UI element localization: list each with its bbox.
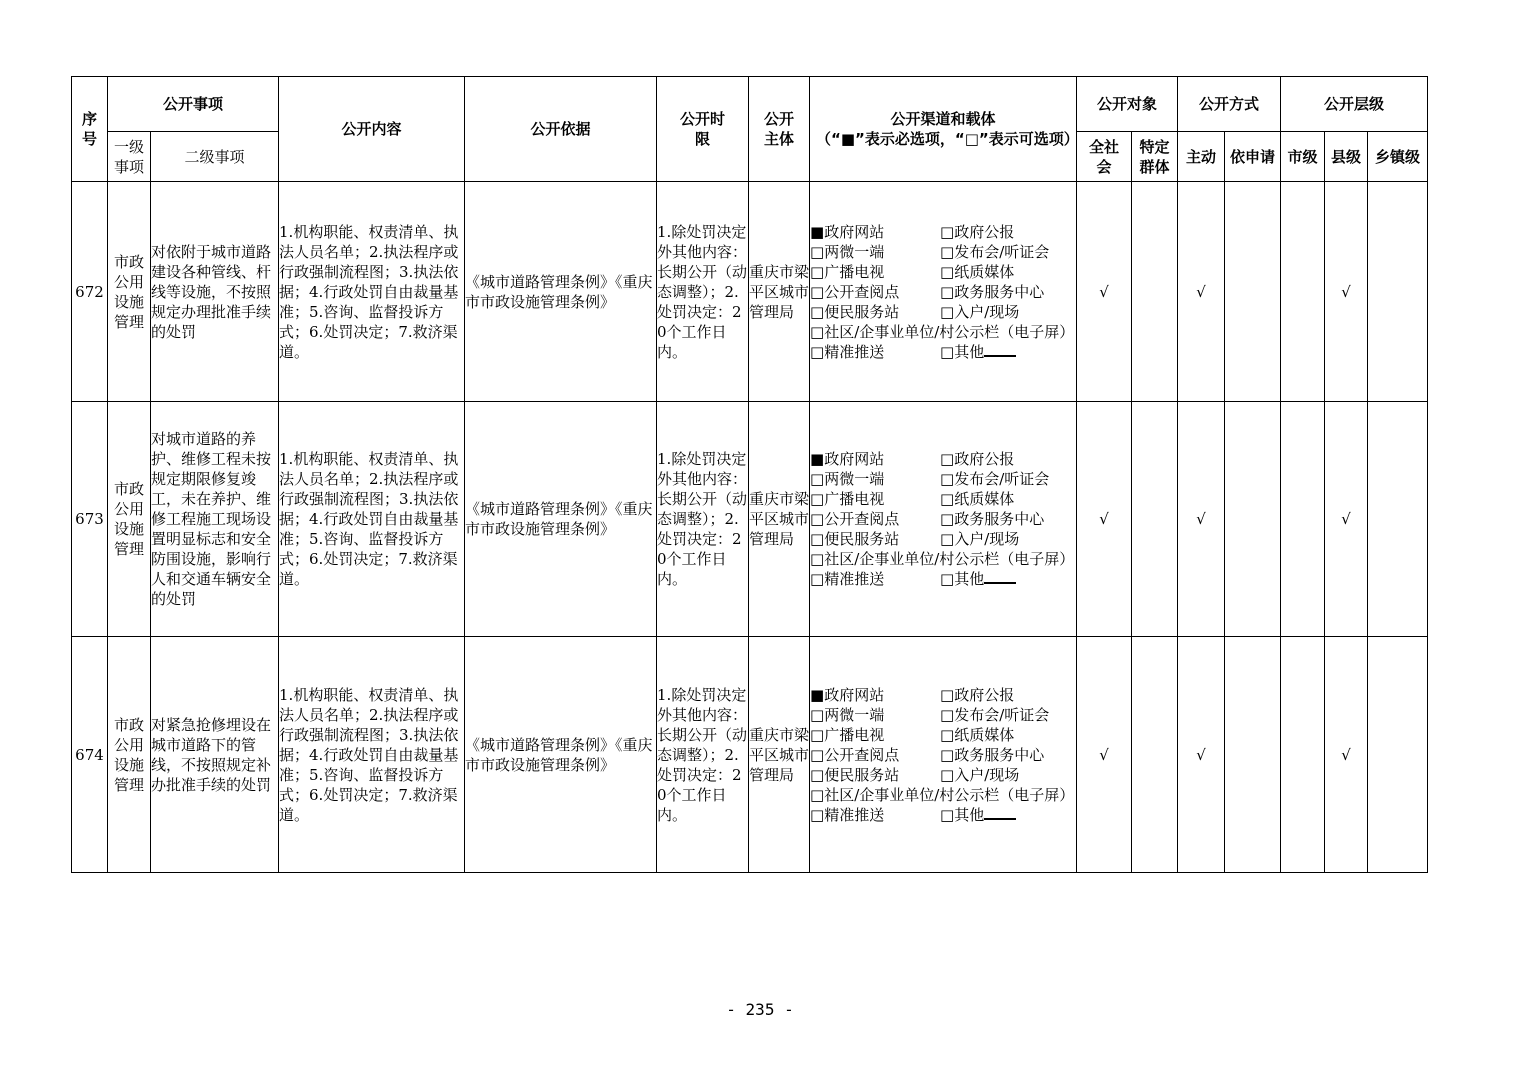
row-level-town xyxy=(1368,637,1428,873)
row-seq: 672 xyxy=(72,182,108,402)
row-basis: 《城市道路管理条例》《重庆市市政设施管理条例》 xyxy=(465,402,657,637)
row-method-active: √ xyxy=(1178,637,1225,873)
header-channels xyxy=(810,77,1077,182)
header-item: 公开事项 xyxy=(108,77,279,132)
row-content: 1.机构职能、权责清单、执法人员名单；2.执法程序或行政强制流程图；3.执法依据；4.行政处罚自由裁量基准；5.咨询、监督投诉方式；6.处罚决定；7.救济渠道。 xyxy=(279,637,465,873)
channel-two-micro-one-end: □两微一端 xyxy=(810,470,885,488)
channel-public-reading: □公开查阅点 xyxy=(810,745,900,764)
row-level-town xyxy=(1368,182,1428,402)
channel-print-media: □纸质媒体 xyxy=(940,490,1015,508)
table-row xyxy=(72,637,1428,873)
channel-service-station: □便民服务站 xyxy=(810,765,900,784)
channel-print-media: □纸质媒体 xyxy=(940,725,1015,744)
row-method-request xyxy=(1225,637,1281,873)
header-basis: 公开依据 xyxy=(465,77,657,182)
channel-two-micro-one-end: □两微一端 xyxy=(810,705,885,724)
header-level-county: 县级 xyxy=(1325,132,1368,182)
channel-service-center: □政务服务中心 xyxy=(940,282,1045,301)
header-method-request: 依申请 xyxy=(1225,132,1281,182)
channel-service-station: □便民服务站 xyxy=(810,530,900,548)
channel-other: □其他 xyxy=(940,805,1076,825)
row-time-limit: 1.除处罚决定外其他内容：长期公开（动态调整）；2.处罚决定：20个工作日内。 xyxy=(657,637,749,873)
channel-gov-gazette: □政府公报 xyxy=(940,685,1015,704)
channel-gov-gazette: □政府公报 xyxy=(940,450,1015,468)
row-subject: 重庆市梁平区城市管理局 xyxy=(749,402,810,637)
channel-gov-website: ■政府网站 xyxy=(810,450,885,468)
row-level2: 对城市道路的养护、维修工程未按规定期限修复竣工，未在养护、维修工程施工现场设置明显标志和安全防围设施，影响行人和交通车辆安全的处罚 xyxy=(151,402,279,637)
row-level-city xyxy=(1281,637,1325,873)
channel-print-media: □纸质媒体 xyxy=(940,262,1015,281)
channel-gov-gazette: □政府公报 xyxy=(940,222,1015,241)
table-row xyxy=(72,182,1428,402)
channel-door-to-door: □入户/现场 xyxy=(940,530,1020,548)
row-target-specific xyxy=(1132,637,1178,873)
channel-bulletin: □社区/企事业单位/村公示栏（电子屏） xyxy=(810,550,1075,568)
channel-bulletin: □社区/企事业单位/村公示栏（电子屏） xyxy=(810,785,1075,804)
row-basis: 《城市道路管理条例》《重庆市市政设施管理条例》 xyxy=(465,637,657,873)
blank-line xyxy=(984,806,1016,820)
header-content: 公开内容 xyxy=(279,77,465,182)
row-time-limit: 1.除处罚决定外其他内容：长期公开（动态调整）；2.处罚决定：20个工作日内。 xyxy=(657,182,749,402)
page-number: - 235 - xyxy=(726,1000,794,1019)
row-level-county: √ xyxy=(1325,182,1368,402)
header-level: 公开层级 xyxy=(1281,77,1428,132)
row-level2: 对依附于城市道路建设各种管线、杆线等设施，不按照规定办理批准手续的处罚 xyxy=(151,182,279,402)
row-level-county: √ xyxy=(1325,637,1368,873)
row-level-city xyxy=(1281,182,1325,402)
channel-service-center: □政务服务中心 xyxy=(940,745,1045,764)
channel-other: □其他 xyxy=(940,342,1076,362)
row-target-specific xyxy=(1132,182,1178,402)
row-method-active: √ xyxy=(1178,402,1225,637)
channel-public-reading: □公开查阅点 xyxy=(810,282,900,301)
header-subject: 公开主体 xyxy=(749,77,810,182)
row-target-all: √ xyxy=(1077,637,1132,873)
channel-precise-push: □精准推送 xyxy=(810,342,885,361)
row-level-town xyxy=(1368,402,1428,637)
channel-press-conference: □发布会/听证会 xyxy=(940,705,1050,724)
header-target: 公开对象 xyxy=(1077,77,1178,132)
header-target-specific: 特定群体 xyxy=(1132,132,1178,182)
row-channels xyxy=(810,637,1077,873)
row-method-active: √ xyxy=(1178,182,1225,402)
blank-line xyxy=(984,343,1016,357)
channel-gov-website: ■政府网站 xyxy=(810,685,885,704)
channel-service-center: □政务服务中心 xyxy=(940,510,1045,528)
header-channels-title: 公开渠道和载体 xyxy=(890,110,996,128)
disclosure-table xyxy=(71,76,1428,873)
table-row xyxy=(72,402,1428,637)
channel-precise-push: □精准推送 xyxy=(810,570,885,588)
channel-other: □其他 xyxy=(940,569,1076,589)
header-level1: 一级事项 xyxy=(108,132,151,182)
row-level-county: √ xyxy=(1325,402,1368,637)
row-content: 1.机构职能、权责清单、执法人员名单；2.执法程序或行政强制流程图；3.执法依据；4.行政处罚自由裁量基准；5.咨询、监督投诉方式；6.处罚决定；7.救济渠道。 xyxy=(279,402,465,637)
row-basis: 《城市道路管理条例》《重庆市市政设施管理条例》 xyxy=(465,182,657,402)
row-target-all: √ xyxy=(1077,402,1132,637)
row-channels xyxy=(810,182,1077,402)
row-target-specific xyxy=(1132,402,1178,637)
channel-two-micro-one-end: □两微一端 xyxy=(810,242,885,261)
header-target-all: 全社会 xyxy=(1077,132,1132,182)
channel-service-station: □便民服务站 xyxy=(810,302,900,321)
row-seq: 673 xyxy=(72,402,108,637)
row-level1: 市政公用设施管理 xyxy=(108,402,151,637)
header-level-city: 市级 xyxy=(1281,132,1325,182)
header-level2: 二级事项 xyxy=(151,132,279,182)
row-subject: 重庆市梁平区城市管理局 xyxy=(749,182,810,402)
row-channels xyxy=(810,402,1077,637)
row-content: 1.机构职能、权责清单、执法人员名单；2.执法程序或行政强制流程图；3.执法依据；4.行政处罚自由裁量基准；5.咨询、监督投诉方式；6.处罚决定；7.救济渠道。 xyxy=(279,182,465,402)
header-level-town: 乡镇级 xyxy=(1368,132,1428,182)
row-seq: 674 xyxy=(72,637,108,873)
row-subject: 重庆市梁平区城市管理局 xyxy=(749,637,810,873)
header-method: 公开方式 xyxy=(1178,77,1281,132)
row-method-request xyxy=(1225,402,1281,637)
blank-line xyxy=(984,570,1016,584)
channel-public-reading: □公开查阅点 xyxy=(810,510,900,528)
channel-radio-tv: □广播电视 xyxy=(810,490,885,508)
row-target-all: √ xyxy=(1077,182,1132,402)
row-level2: 对紧急抢修埋设在城市道路下的管线，不按照规定补办批准手续的处罚 xyxy=(151,637,279,873)
channel-press-conference: □发布会/听证会 xyxy=(940,242,1050,261)
header-channels-note: （“■”表示必选项，“□”表示可选项） xyxy=(816,130,1079,148)
channel-radio-tv: □广播电视 xyxy=(810,262,885,281)
row-level-city xyxy=(1281,402,1325,637)
header-seq: 序号 xyxy=(72,77,108,182)
channel-door-to-door: □入户/现场 xyxy=(940,765,1020,784)
row-time-limit: 1.除处罚决定外其他内容：长期公开（动态调整）；2.处罚决定：20个工作日内。 xyxy=(657,402,749,637)
row-method-request xyxy=(1225,182,1281,402)
header-method-active: 主动 xyxy=(1178,132,1225,182)
header-time-limit: 公开时限 xyxy=(657,77,749,182)
channel-press-conference: □发布会/听证会 xyxy=(940,470,1050,488)
channel-radio-tv: □广播电视 xyxy=(810,725,885,744)
channel-precise-push: □精准推送 xyxy=(810,805,885,824)
row-level1: 市政公用设施管理 xyxy=(108,182,151,402)
channel-gov-website: ■政府网站 xyxy=(810,222,885,241)
row-level1: 市政公用设施管理 xyxy=(108,637,151,873)
channel-bulletin: □社区/企事业单位/村公示栏（电子屏） xyxy=(810,322,1075,341)
channel-door-to-door: □入户/现场 xyxy=(940,302,1020,321)
